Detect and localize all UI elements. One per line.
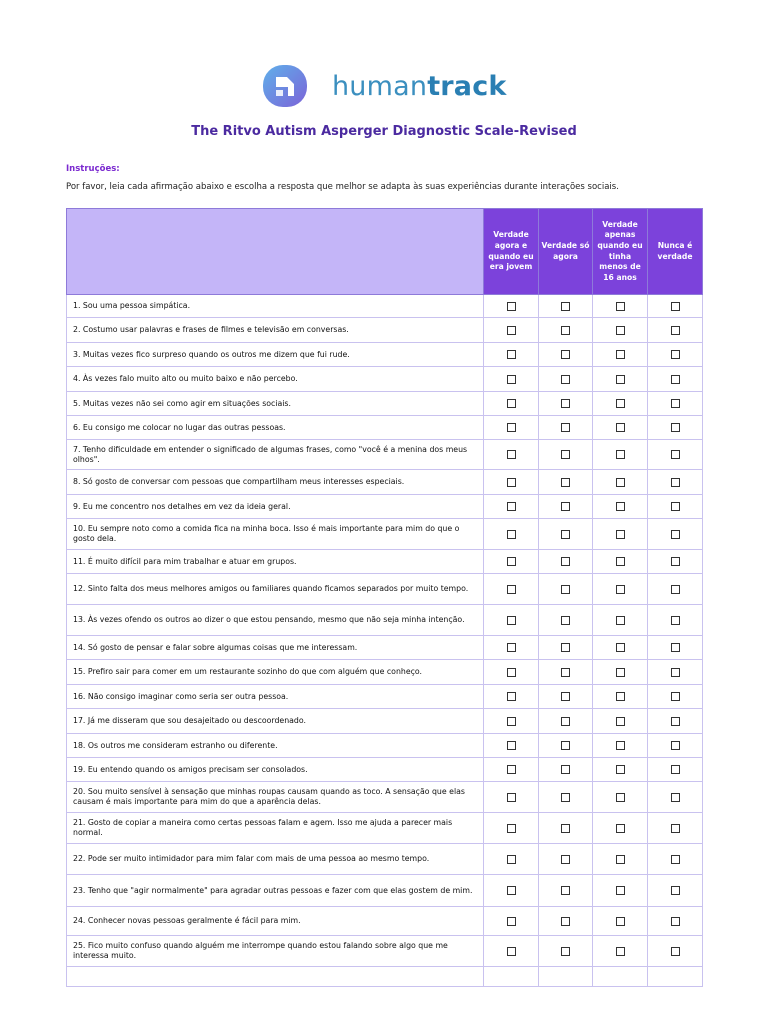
answer-cell — [648, 782, 703, 813]
answer-checkbox[interactable] — [561, 643, 570, 652]
answer-cell — [539, 519, 593, 550]
answer-cell — [484, 605, 539, 636]
answer-checkbox[interactable] — [507, 886, 516, 895]
answer-cell — [593, 936, 648, 967]
answer-checkbox[interactable] — [507, 302, 516, 311]
question-text: 13. Às vezes ofendo os outros ao dizer o que estou pensando, mesmo que não seja minha intenção. — [67, 605, 484, 636]
question-text: 15. Prefiro sair para comer em um restaurante sozinho do que com alguém que conheço. — [67, 660, 484, 685]
question-text: 18. Os outros me consideram estranho ou diferente. — [67, 734, 484, 758]
answer-cell — [539, 392, 593, 416]
answer-checkbox[interactable] — [671, 643, 680, 652]
answer-checkbox[interactable] — [671, 917, 680, 926]
instructions-text: Por favor, leia cada afirmação abaixo e escolha a resposta que melhor se adapta às suas experiências durante interações sociais. — [66, 182, 619, 192]
answer-cell — [484, 367, 539, 392]
answer-checkbox[interactable] — [561, 793, 570, 802]
table-row — [67, 709, 703, 734]
answer-cell — [648, 813, 703, 844]
table-row — [67, 495, 703, 519]
answer-checkbox[interactable] — [616, 375, 625, 384]
table-row — [67, 295, 703, 318]
answer-cell — [539, 295, 593, 318]
answer-checkbox[interactable] — [561, 302, 570, 311]
answer-cell — [648, 758, 703, 782]
answer-cell — [648, 734, 703, 758]
table-row — [67, 367, 703, 392]
answer-cell — [539, 758, 593, 782]
answer-cell — [484, 550, 539, 574]
column-header: Verdade agora e quando eu era jovem — [484, 209, 539, 295]
answer-checkbox[interactable] — [671, 824, 680, 833]
questions-body — [67, 295, 703, 987]
question-text: 2. Costumo usar palavras e frases de filmes e televisão em conversas. — [67, 318, 484, 343]
answer-cell — [539, 605, 593, 636]
answer-cell — [593, 605, 648, 636]
table-header-row — [67, 209, 703, 295]
answer-cell — [484, 844, 539, 875]
answer-checkbox[interactable] — [507, 717, 516, 726]
answer-checkbox[interactable] — [507, 557, 516, 566]
table-row — [67, 875, 703, 907]
answer-checkbox[interactable] — [671, 302, 680, 311]
answer-checkbox[interactable] — [561, 530, 570, 539]
answer-cell — [648, 907, 703, 936]
question-text: 22. Pode ser muito intimidador para mim falar com mais de uma pessoa ao mesmo tempo. — [67, 844, 484, 875]
column-header: Verdade apenas quando eu tinha menos de 16 anos — [593, 209, 648, 295]
answer-cell — [484, 392, 539, 416]
answer-checkbox[interactable] — [616, 824, 625, 833]
answer-checkbox[interactable] — [507, 530, 516, 539]
question-text: 4. Às vezes falo muito alto ou muito baixo e não percebo. — [67, 367, 484, 392]
answer-cell — [539, 367, 593, 392]
answer-cell — [539, 907, 593, 936]
humantrack-logo-icon — [262, 64, 308, 108]
question-text: 9. Eu me concentro nos detalhes em vez da ideia geral. — [67, 495, 484, 519]
answer-cell — [593, 440, 648, 470]
answer-cell — [593, 875, 648, 907]
answer-cell — [484, 343, 539, 367]
question-text: 10. Eu sempre noto como a comida fica na minha boca. Isso é mais importante para mim do que o gosto dela. — [67, 519, 484, 550]
answer-cell — [484, 782, 539, 813]
question-text: 20. Sou muito sensível à sensação que minhas roupas causam quando as toco. A sensação que elas causam é mais importante para mim do que a aparência delas. — [67, 782, 484, 813]
document-title: The Ritvo Autism Asperger Diagnostic Scale-Revised — [191, 124, 577, 139]
table-row — [67, 470, 703, 495]
table-row — [67, 416, 703, 440]
answer-cell — [484, 440, 539, 470]
answer-cell — [648, 636, 703, 660]
table-row — [67, 967, 703, 987]
answer-checkbox[interactable] — [616, 423, 625, 432]
table-row — [67, 343, 703, 367]
answer-cell — [539, 416, 593, 440]
answer-checkbox[interactable] — [561, 478, 570, 487]
question-text: 14. Só gosto de pensar e falar sobre algumas coisas que me interessam. — [67, 636, 484, 660]
answer-cell — [648, 875, 703, 907]
answer-cell — [648, 343, 703, 367]
answer-cell — [593, 318, 648, 343]
answer-cell — [593, 519, 648, 550]
answer-checkbox[interactable] — [561, 741, 570, 750]
answer-cell — [648, 605, 703, 636]
answer-cell — [484, 416, 539, 440]
answer-checkbox[interactable] — [561, 668, 570, 677]
answer-cell — [648, 416, 703, 440]
answer-checkbox[interactable] — [616, 741, 625, 750]
table-row — [67, 844, 703, 875]
answer-cell — [484, 967, 539, 987]
answer-checkbox[interactable] — [507, 350, 516, 359]
instructions-heading: Instruções: — [66, 164, 120, 174]
answer-checkbox[interactable] — [507, 450, 516, 459]
answer-checkbox[interactable] — [507, 692, 516, 701]
answer-checkbox[interactable] — [561, 423, 570, 432]
answer-checkbox[interactable] — [561, 855, 570, 864]
answer-checkbox[interactable] — [561, 886, 570, 895]
question-text: 25. Fico muito confuso quando alguém me interrompe quando estou falando sobre algo que me interessa muito. — [67, 936, 484, 967]
answer-cell — [593, 758, 648, 782]
answer-cell — [539, 875, 593, 907]
answer-checkbox[interactable] — [616, 478, 625, 487]
answer-cell — [593, 685, 648, 709]
answer-checkbox[interactable] — [616, 302, 625, 311]
answer-checkbox[interactable] — [561, 375, 570, 384]
answer-checkbox[interactable] — [561, 917, 570, 926]
table-row — [67, 318, 703, 343]
answer-cell — [593, 636, 648, 660]
answer-cell — [539, 343, 593, 367]
answer-cell — [593, 709, 648, 734]
answer-checkbox[interactable] — [616, 917, 625, 926]
answer-checkbox[interactable] — [616, 350, 625, 359]
answer-cell — [484, 660, 539, 685]
answer-checkbox[interactable] — [671, 765, 680, 774]
question-text: 12. Sinto falta dos meus melhores amigos ou familiares quando ficamos separados por muito tempo. — [67, 574, 484, 605]
answer-cell — [593, 734, 648, 758]
answer-checkbox[interactable] — [561, 350, 570, 359]
answer-checkbox[interactable] — [616, 643, 625, 652]
answer-cell — [484, 574, 539, 605]
answer-cell — [539, 636, 593, 660]
answer-checkbox[interactable] — [507, 668, 516, 677]
answer-cell — [484, 636, 539, 660]
answer-cell — [484, 685, 539, 709]
logo-text-regular: human — [332, 70, 428, 102]
answer-cell — [484, 875, 539, 907]
answer-checkbox[interactable] — [507, 399, 516, 408]
answer-checkbox[interactable] — [507, 375, 516, 384]
question-text — [67, 967, 484, 987]
answer-checkbox[interactable] — [616, 717, 625, 726]
question-text: 6. Eu consigo me colocar no lugar das outras pessoas. — [67, 416, 484, 440]
answer-checkbox[interactable] — [561, 616, 570, 625]
table-row — [67, 660, 703, 685]
answer-checkbox[interactable] — [507, 741, 516, 750]
answer-checkbox[interactable] — [507, 643, 516, 652]
answer-cell — [648, 440, 703, 470]
answer-cell — [593, 967, 648, 987]
answer-checkbox[interactable] — [561, 399, 570, 408]
answer-cell — [593, 660, 648, 685]
answer-checkbox[interactable] — [671, 616, 680, 625]
answer-checkbox[interactable] — [507, 917, 516, 926]
answer-checkbox[interactable] — [616, 326, 625, 335]
answer-cell — [539, 470, 593, 495]
answer-cell — [484, 734, 539, 758]
answer-checkbox[interactable] — [561, 824, 570, 833]
answer-checkbox[interactable] — [561, 717, 570, 726]
question-text: 17. Já me disseram que sou desajeitado ou descoordenado. — [67, 709, 484, 734]
answer-checkbox[interactable] — [561, 502, 570, 511]
answer-cell — [648, 685, 703, 709]
answer-cell — [484, 318, 539, 343]
answer-cell — [484, 495, 539, 519]
table-row — [67, 813, 703, 844]
answer-checkbox[interactable] — [671, 741, 680, 750]
questionnaire-table — [66, 208, 703, 987]
question-text: 23. Tenho que "agir normalmente" para agradar outras pessoas e fazer com que elas gostem de mim. — [67, 875, 484, 907]
answer-checkbox[interactable] — [507, 502, 516, 511]
answer-cell — [539, 936, 593, 967]
answer-checkbox[interactable] — [616, 399, 625, 408]
answer-checkbox[interactable] — [671, 692, 680, 701]
answer-checkbox[interactable] — [616, 692, 625, 701]
table-row — [67, 574, 703, 605]
answer-checkbox[interactable] — [616, 502, 625, 511]
answer-cell — [539, 574, 593, 605]
question-header-cell — [67, 209, 484, 295]
answer-checkbox[interactable] — [671, 423, 680, 432]
table-row — [67, 392, 703, 416]
answer-checkbox[interactable] — [507, 423, 516, 432]
question-text: 16. Não consigo imaginar como seria ser outra pessoa. — [67, 685, 484, 709]
answer-checkbox[interactable] — [616, 557, 625, 566]
answer-checkbox[interactable] — [671, 855, 680, 864]
answer-checkbox[interactable] — [671, 585, 680, 594]
logo-wordmark — [332, 71, 507, 102]
answer-cell — [484, 295, 539, 318]
answer-cell — [539, 813, 593, 844]
answer-cell — [593, 367, 648, 392]
answer-checkbox[interactable] — [616, 450, 625, 459]
table-row — [67, 440, 703, 470]
answer-cell — [593, 416, 648, 440]
answer-cell — [648, 318, 703, 343]
answer-cell — [593, 495, 648, 519]
answer-checkbox[interactable] — [507, 585, 516, 594]
logo-text-bold: track — [427, 70, 507, 102]
answer-checkbox[interactable] — [507, 793, 516, 802]
answer-checkbox[interactable] — [671, 478, 680, 487]
answer-checkbox[interactable] — [561, 692, 570, 701]
answer-cell — [593, 295, 648, 318]
answer-checkbox[interactable] — [507, 478, 516, 487]
question-text: 21. Gosto de copiar a maneira como certas pessoas falam e agem. Isso me ajuda a parecer mais normal. — [67, 813, 484, 844]
answer-cell — [484, 470, 539, 495]
answer-cell — [648, 936, 703, 967]
table-row — [67, 734, 703, 758]
question-text: 5. Muitas vezes não sei como agir em situações sociais. — [67, 392, 484, 416]
answer-cell — [648, 660, 703, 685]
answer-checkbox[interactable] — [616, 585, 625, 594]
answer-cell — [648, 470, 703, 495]
answer-cell — [539, 660, 593, 685]
answer-cell — [484, 709, 539, 734]
answer-cell — [539, 844, 593, 875]
answer-checkbox[interactable] — [671, 375, 680, 384]
answer-cell — [539, 550, 593, 574]
answer-checkbox[interactable] — [671, 530, 680, 539]
answer-cell — [648, 519, 703, 550]
answer-cell — [593, 782, 648, 813]
answer-cell — [593, 574, 648, 605]
answer-cell — [648, 574, 703, 605]
table-row — [67, 519, 703, 550]
answer-cell — [593, 813, 648, 844]
question-text: 19. Eu entendo quando os amigos precisam ser consolados. — [67, 758, 484, 782]
answer-cell — [648, 392, 703, 416]
answer-cell — [539, 495, 593, 519]
answer-checkbox[interactable] — [671, 326, 680, 335]
answer-cell — [648, 495, 703, 519]
answer-checkbox[interactable] — [671, 793, 680, 802]
answer-checkbox[interactable] — [507, 616, 516, 625]
answer-cell — [593, 907, 648, 936]
answer-checkbox[interactable] — [671, 717, 680, 726]
answer-checkbox[interactable] — [671, 399, 680, 408]
answer-checkbox[interactable] — [616, 530, 625, 539]
answer-cell — [648, 550, 703, 574]
table-row — [67, 782, 703, 813]
answer-cell — [593, 343, 648, 367]
answer-checkbox[interactable] — [671, 557, 680, 566]
question-text: 11. É muito difícil para mim trabalhar e atuar em grupos. — [67, 550, 484, 574]
answer-cell — [539, 440, 593, 470]
answer-checkbox[interactable] — [616, 855, 625, 864]
answer-checkbox[interactable] — [616, 616, 625, 625]
answer-checkbox[interactable] — [507, 824, 516, 833]
humantrack-logo — [262, 64, 507, 108]
answer-cell — [648, 844, 703, 875]
answer-checkbox[interactable] — [616, 886, 625, 895]
question-text: 7. Tenho dificuldade em entender o significado de algumas frases, como "você é a menina dos meus olhos". — [67, 440, 484, 470]
answer-checkbox[interactable] — [671, 886, 680, 895]
answer-checkbox[interactable] — [671, 502, 680, 511]
answer-cell — [484, 907, 539, 936]
answer-cell — [484, 758, 539, 782]
answer-checkbox[interactable] — [507, 855, 516, 864]
table-row — [67, 758, 703, 782]
answer-checkbox[interactable] — [616, 793, 625, 802]
answer-cell — [484, 519, 539, 550]
answer-checkbox[interactable] — [616, 947, 625, 956]
table-row — [67, 907, 703, 936]
answer-cell — [593, 470, 648, 495]
answer-cell — [648, 295, 703, 318]
answer-checkbox[interactable] — [561, 557, 570, 566]
answer-cell — [648, 967, 703, 987]
table-row — [67, 550, 703, 574]
answer-checkbox[interactable] — [616, 765, 625, 774]
answer-cell — [648, 709, 703, 734]
column-header: Nunca é verdade — [648, 209, 703, 295]
answer-checkbox[interactable] — [616, 668, 625, 677]
answer-cell — [484, 813, 539, 844]
answer-cell — [539, 709, 593, 734]
table-row — [67, 636, 703, 660]
answer-checkbox[interactable] — [561, 585, 570, 594]
table-row — [67, 936, 703, 967]
table-row — [67, 685, 703, 709]
answer-cell — [593, 392, 648, 416]
answer-cell — [593, 550, 648, 574]
answer-cell — [484, 936, 539, 967]
answer-checkbox[interactable] — [507, 947, 516, 956]
answer-cell — [539, 318, 593, 343]
answer-checkbox[interactable] — [507, 765, 516, 774]
question-text: 8. Só gosto de conversar com pessoas que compartilham meus interesses especiais. — [67, 470, 484, 495]
answer-checkbox[interactable] — [561, 326, 570, 335]
answer-checkbox[interactable] — [561, 450, 570, 459]
column-header: Verdade só agora — [539, 209, 593, 295]
answer-checkbox[interactable] — [671, 668, 680, 677]
answer-cell — [539, 685, 593, 709]
answer-cell — [648, 367, 703, 392]
answer-cell — [539, 967, 593, 987]
question-text: 1. Sou uma pessoa simpática. — [67, 295, 484, 318]
answer-checkbox[interactable] — [507, 326, 516, 335]
question-text: 24. Conhecer novas pessoas geralmente é fácil para mim. — [67, 907, 484, 936]
table-row — [67, 605, 703, 636]
answer-cell — [539, 782, 593, 813]
answer-checkbox[interactable] — [561, 765, 570, 774]
question-text: 3. Muitas vezes fico surpreso quando os outros me dizem que fui rude. — [67, 343, 484, 367]
answer-checkbox[interactable] — [671, 350, 680, 359]
answer-cell — [539, 734, 593, 758]
answer-checkbox[interactable] — [671, 450, 680, 459]
answer-checkbox[interactable] — [671, 947, 680, 956]
answer-checkbox[interactable] — [561, 947, 570, 956]
answer-cell — [593, 844, 648, 875]
